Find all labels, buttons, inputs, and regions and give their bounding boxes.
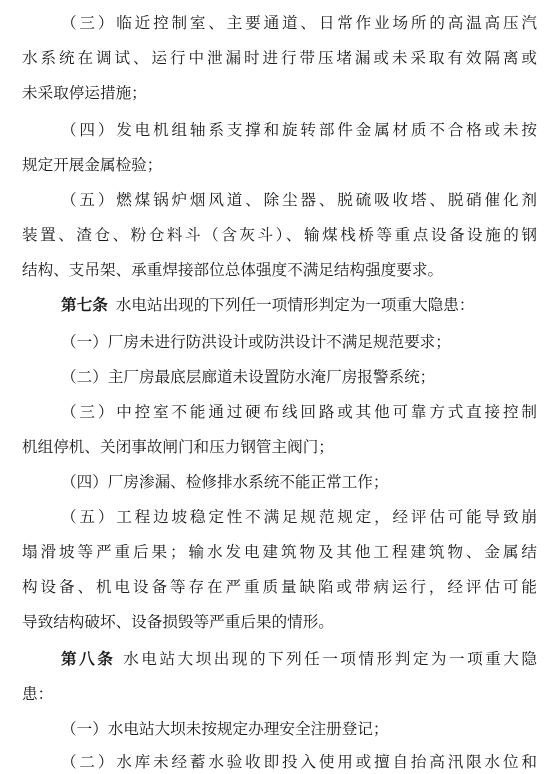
paragraph-line: 塌滑坡等严重后果；输水发电建筑物及其他工程建筑物、金属结 [22,543,537,561]
paragraph-line: 装置、渣仓、粉仓料斗（含灰斗）、输煤栈桥等重点设备设施的钢 [22,226,537,244]
paragraph-line: 规定开展金属检验； [22,156,163,174]
paragraph-line: 导致结构破坏、设备损毁等严重后果的情形。 [22,613,334,631]
article-heading-line [61,293,537,317]
article-number: 第七条 [61,296,108,314]
paragraph-line: （五）燃煤锅炉烟风道、除尘器、脱硫吸收塔、脱硝催化剂 [61,191,537,209]
paragraph-line: （一）水电站大坝未按规定办理安全注册登记； [61,720,389,738]
paragraph-line: （二）主厂房最底层廊道未设置防水淹厂房报警系统； [61,368,436,386]
paragraph-line: （一）厂房未进行防洪设计或防洪设计不满足规范要求； [61,333,451,351]
paragraph-line: 构设备、机电设备等存在严重质量缺陷或带病运行，经评估可能 [22,578,537,596]
paragraph-line: 机组停机、关闭事故闸门和压力钢管主阀门； [22,438,334,456]
paragraph-line: （五）工程边坡稳定性不满足规范规定，经评估可能导致崩 [61,508,537,526]
article-text: 水电站大坝出现的下列任一项情形判定为一项重大隐 [123,650,537,668]
paragraph-line: （二）水库未经蓄水验收即投入使用或擅自抬高汛限水位和 [61,753,537,771]
paragraph-line: 水系统在调试、运行中泄漏时进行带压堵漏或未采取有效隔离或 [22,49,537,67]
paragraph-line: （三）临近控制室、主要通道、日常作业场所的高温高压汽 [61,14,537,32]
paragraph-line: （四）发电机组轴系支撑和旋转部件金属材质不合格或未按 [61,121,537,139]
paragraph-line: 患： [22,685,54,703]
paragraph-line: （四）厂房渗漏、检修排水系统不能正常工作； [61,473,389,491]
article-number: 第八条 [61,650,116,668]
article-heading-line [61,647,537,671]
paragraph-line: 未采取停运措施； [22,84,147,102]
article-text: 水电站出现的下列任一项情形判定为一项重大隐患： [115,296,475,314]
paragraph-line: 结构、支吊架、承重焊接部位总体强度不满足结构强度要求。 [22,261,444,279]
paragraph-line: （三）中控室不能通过硬布线回路或其他可靠方式直接控制 [61,403,537,421]
